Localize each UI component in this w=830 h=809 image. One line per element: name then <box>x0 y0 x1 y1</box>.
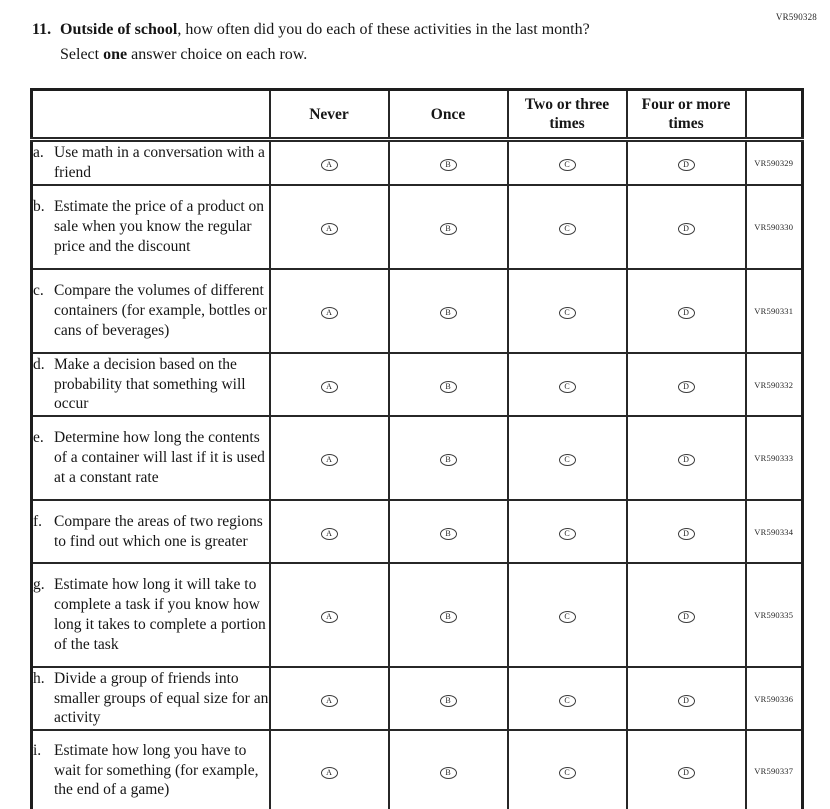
row-activity-text: Use math in a conversation with a friend <box>54 144 265 181</box>
table-row <box>32 269 803 353</box>
answer-bubble-d[interactable]: D <box>678 454 695 466</box>
question-text <box>60 17 590 67</box>
row-activity-text: Make a decision based on the probability that something will occur <box>54 355 246 413</box>
answer-bubble-b[interactable]: B <box>440 528 457 540</box>
answer-bubble-a[interactable]: A <box>321 767 338 779</box>
answer-bubble-a[interactable]: A <box>321 695 338 707</box>
answer-bubble-b[interactable]: B <box>440 695 457 707</box>
row-letter: g. <box>33 576 45 594</box>
answer-bubble-a[interactable]: A <box>321 307 338 319</box>
answer-bubble-b[interactable]: B <box>440 223 457 235</box>
answer-bubble-a[interactable]: A <box>321 159 338 171</box>
answer-bubble-a[interactable]: A <box>321 528 338 540</box>
vr-code: VR590336 <box>746 667 803 730</box>
row-activity-text: Estimate how long you have to wait for something (for example, the end of a game) <box>54 741 259 799</box>
answer-bubble-b[interactable]: B <box>440 381 457 393</box>
header-once: Once <box>389 90 508 140</box>
header-two-or-three: Two or three times <box>508 90 627 140</box>
row-activity-text: Estimate the price of a product on sale when you know the regular price and the discount <box>54 198 265 255</box>
row-activity-text: Compare the volumes of different containers (for example, bottles or cans of beverages) <box>54 282 268 339</box>
question-line2-bold: one <box>103 46 128 63</box>
table-row <box>32 667 803 730</box>
answer-bubble-a[interactable]: A <box>321 381 338 393</box>
vr-code: VR590337 <box>746 730 803 809</box>
row-stem <box>33 669 269 728</box>
question-lead-bold: Outside of school <box>60 21 178 38</box>
row-letter: h. <box>33 669 45 687</box>
row-activity-text: Compare the areas of two regions to find out which one is greater <box>54 512 263 550</box>
answer-bubble-d[interactable]: D <box>678 223 695 235</box>
answer-bubble-c[interactable]: C <box>559 611 576 623</box>
row-stem <box>33 143 269 183</box>
answer-bubble-d[interactable]: D <box>678 695 695 707</box>
answer-bubble-c[interactable]: C <box>559 159 576 171</box>
page-vr-code: VR590328 <box>775 12 817 22</box>
header-code-blank <box>746 90 803 140</box>
answer-bubble-c[interactable]: C <box>559 454 576 466</box>
table-row <box>32 140 803 186</box>
table-row <box>32 416 803 500</box>
answer-bubble-c[interactable]: C <box>559 307 576 319</box>
answer-bubble-d[interactable]: D <box>678 307 695 319</box>
header-row <box>32 90 803 140</box>
question-block <box>32 17 752 67</box>
row-stem <box>33 512 269 552</box>
answer-bubble-c[interactable]: C <box>559 767 576 779</box>
vr-code: VR590329 <box>746 140 803 186</box>
answer-bubble-a[interactable]: A <box>321 454 338 466</box>
table-row <box>32 353 803 416</box>
row-stem <box>33 741 269 800</box>
vr-code: VR590331 <box>746 269 803 353</box>
question-lead-rest: , how often did you do each of these activities in the last month? <box>177 21 590 38</box>
row-letter: e. <box>33 429 44 447</box>
row-stem <box>33 428 269 487</box>
header-stem-blank <box>32 90 270 140</box>
row-activity-text: Determine how long the contents of a container will last if it is used at a constant rate <box>54 429 265 486</box>
table-row <box>32 500 803 563</box>
header-never: Never <box>270 90 389 140</box>
table-row <box>32 730 803 809</box>
answer-bubble-d[interactable]: D <box>678 767 695 779</box>
row-letter: b. <box>33 198 45 216</box>
table-row <box>32 563 803 667</box>
vr-code: VR590333 <box>746 416 803 500</box>
answer-bubble-b[interactable]: B <box>440 159 457 171</box>
header-four-or-more: Four or more times <box>627 90 746 140</box>
row-activity-text: Divide a group of friends into smaller groups of equal size for an activity <box>54 669 269 727</box>
answer-bubble-c[interactable]: C <box>559 528 576 540</box>
answer-bubble-a[interactable]: A <box>321 223 338 235</box>
answer-bubble-c[interactable]: C <box>559 695 576 707</box>
answer-bubble-d[interactable]: D <box>678 528 695 540</box>
answer-bubble-a[interactable]: A <box>321 611 338 623</box>
row-letter: i. <box>33 741 42 759</box>
answer-bubble-d[interactable]: D <box>678 611 695 623</box>
answer-bubble-b[interactable]: B <box>440 611 457 623</box>
row-letter: d. <box>33 355 45 373</box>
answer-bubble-c[interactable]: C <box>559 223 576 235</box>
question-number: 11. <box>32 21 52 38</box>
row-stem <box>33 355 269 414</box>
answer-bubble-b[interactable]: B <box>440 767 457 779</box>
row-stem <box>33 197 269 256</box>
answer-bubble-d[interactable]: D <box>678 381 695 393</box>
vr-code: VR590335 <box>746 563 803 667</box>
frequency-matrix-table <box>30 88 804 809</box>
vr-code: VR590334 <box>746 500 803 563</box>
answer-bubble-b[interactable]: B <box>440 454 457 466</box>
row-letter: f. <box>33 512 43 530</box>
row-stem <box>33 281 269 340</box>
vr-code: VR590330 <box>746 185 803 269</box>
row-letter: a. <box>33 144 44 162</box>
answer-bubble-c[interactable]: C <box>559 381 576 393</box>
row-activity-text: Estimate how long it will take to complete a task if you know how long it takes to complete a portion of the task <box>54 576 266 653</box>
answer-bubble-d[interactable]: D <box>678 159 695 171</box>
answer-bubble-b[interactable]: B <box>440 307 457 319</box>
row-letter: c. <box>33 282 44 300</box>
question-line2-pre: Select <box>60 46 104 63</box>
vr-code: VR590332 <box>746 353 803 416</box>
question-line2-post: answer choice on each row. <box>127 46 308 63</box>
row-stem <box>33 575 269 654</box>
table-row <box>32 185 803 269</box>
